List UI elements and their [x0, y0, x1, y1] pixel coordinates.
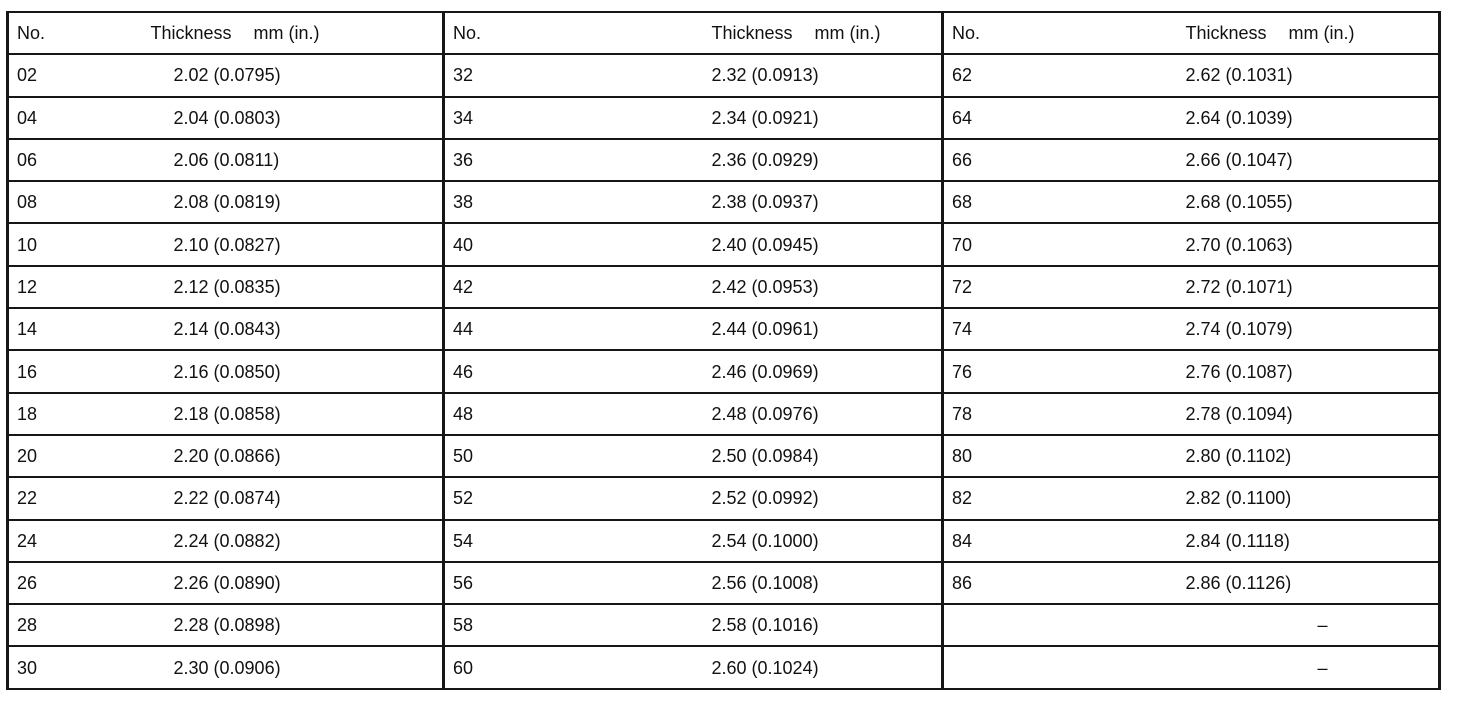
table-row [8, 435, 1440, 477]
cell-no: 82 [943, 477, 1078, 519]
table-row [8, 139, 1440, 181]
cell-no: 54 [444, 520, 594, 562]
cell-no: 24 [8, 520, 132, 562]
header-thickness-2 [594, 12, 943, 54]
cell-no: 52 [444, 477, 594, 519]
cell-no: 28 [8, 604, 132, 646]
cell-thickness: 2.12 (0.0835) [132, 266, 444, 308]
cell-no: 78 [943, 393, 1078, 435]
cell-thickness: 2.24 (0.0882) [132, 520, 444, 562]
table-row [8, 97, 1440, 139]
cell-no: 40 [444, 223, 594, 265]
header-no-2: No. [444, 12, 594, 54]
cell-no: 02 [8, 54, 132, 96]
header-unit-label: mm (in.) [814, 23, 881, 44]
cell-no: 14 [8, 308, 132, 350]
cell-no: 42 [444, 266, 594, 308]
table-row [8, 477, 1440, 519]
cell-thickness: 2.20 (0.0866) [132, 435, 444, 477]
cell-no: 80 [943, 435, 1078, 477]
cell-thickness: 2.64 (0.1039) [1078, 97, 1440, 139]
cell-no: 72 [943, 266, 1078, 308]
cell-thickness: 2.08 (0.0819) [132, 181, 444, 223]
header-thickness-3 [1078, 12, 1440, 54]
cell-no: 16 [8, 350, 132, 392]
table-row [8, 350, 1440, 392]
table-row [8, 308, 1440, 350]
cell-thickness: 2.82 (0.1100) [1078, 477, 1440, 519]
cell-thickness: – [1078, 646, 1440, 688]
table-row [8, 54, 1440, 96]
cell-no: 20 [8, 435, 132, 477]
cell-no: 22 [8, 477, 132, 519]
cell-no: 06 [8, 139, 132, 181]
cell-no: 86 [943, 562, 1078, 604]
cell-no: 64 [943, 97, 1078, 139]
cell-no: 04 [8, 97, 132, 139]
cell-thickness: 2.42 (0.0953) [594, 266, 943, 308]
cell-thickness: 2.60 (0.1024) [594, 646, 943, 688]
table-row [8, 562, 1440, 604]
cell-no: 48 [444, 393, 594, 435]
cell-thickness: 2.52 (0.0992) [594, 477, 943, 519]
cell-no [943, 646, 1078, 688]
cell-no: 74 [943, 308, 1078, 350]
cell-no: 18 [8, 393, 132, 435]
cell-thickness: 2.30 (0.0906) [132, 646, 444, 688]
cell-no: 76 [943, 350, 1078, 392]
cell-thickness: 2.22 (0.0874) [132, 477, 444, 519]
header-thickness-1 [132, 12, 444, 54]
cell-no: 50 [444, 435, 594, 477]
cell-thickness: 2.58 (0.1016) [594, 604, 943, 646]
cell-no: 66 [943, 139, 1078, 181]
cell-thickness: 2.78 (0.1094) [1078, 393, 1440, 435]
cell-thickness: 2.46 (0.0969) [594, 350, 943, 392]
cell-thickness: 2.16 (0.0850) [132, 350, 444, 392]
header-unit-label: mm (in.) [1288, 23, 1355, 44]
cell-no: 46 [444, 350, 594, 392]
cell-no [943, 604, 1078, 646]
cell-no: 60 [444, 646, 594, 688]
cell-thickness: 2.80 (0.1102) [1078, 435, 1440, 477]
cell-no: 68 [943, 181, 1078, 223]
cell-thickness: 2.28 (0.0898) [132, 604, 444, 646]
table-row [8, 604, 1440, 646]
header-no-1: No. [8, 12, 132, 54]
cell-thickness: 2.36 (0.0929) [594, 139, 943, 181]
cell-thickness: 2.66 (0.1047) [1078, 139, 1440, 181]
header-thickness-label: Thickness [711, 23, 793, 44]
cell-thickness: 2.38 (0.0937) [594, 181, 943, 223]
header-thickness-label: Thickness [150, 23, 232, 44]
cell-thickness: 2.48 (0.0976) [594, 393, 943, 435]
cell-thickness: 2.34 (0.0921) [594, 97, 943, 139]
header-thickness-label: Thickness [1185, 23, 1267, 44]
table-row [8, 266, 1440, 308]
header-row [8, 12, 1440, 54]
cell-thickness: 2.14 (0.0843) [132, 308, 444, 350]
cell-no: 70 [943, 223, 1078, 265]
cell-thickness: 2.06 (0.0811) [132, 139, 444, 181]
cell-no: 36 [444, 139, 594, 181]
cell-no: 10 [8, 223, 132, 265]
cell-no: 56 [444, 562, 594, 604]
cell-thickness: – [1078, 604, 1440, 646]
cell-thickness: 2.40 (0.0945) [594, 223, 943, 265]
table-body [8, 54, 1440, 688]
cell-thickness: 2.68 (0.1055) [1078, 181, 1440, 223]
header-unit-label: mm (in.) [253, 23, 320, 44]
cell-thickness: 2.44 (0.0961) [594, 308, 943, 350]
cell-no: 62 [943, 54, 1078, 96]
cell-thickness: 2.62 (0.1031) [1078, 54, 1440, 96]
table-row [8, 646, 1440, 688]
cell-thickness: 2.86 (0.1126) [1078, 562, 1440, 604]
cell-no: 34 [444, 97, 594, 139]
cell-thickness: 2.04 (0.0803) [132, 97, 444, 139]
table-row [8, 393, 1440, 435]
header-no-3: No. [943, 12, 1078, 54]
thickness-table-sheet [6, 11, 1438, 704]
shim-thickness-table [6, 11, 1441, 690]
cell-thickness: 2.70 (0.1063) [1078, 223, 1440, 265]
cell-thickness: 2.32 (0.0913) [594, 54, 943, 96]
cell-no: 26 [8, 562, 132, 604]
cell-thickness: 2.02 (0.0795) [132, 54, 444, 96]
cell-no: 30 [8, 646, 132, 688]
cell-thickness: 2.10 (0.0827) [132, 223, 444, 265]
cell-thickness: 2.76 (0.1087) [1078, 350, 1440, 392]
cell-thickness: 2.84 (0.1118) [1078, 520, 1440, 562]
table-row [8, 181, 1440, 223]
cell-thickness: 2.18 (0.0858) [132, 393, 444, 435]
cell-thickness: 2.50 (0.0984) [594, 435, 943, 477]
cell-no: 58 [444, 604, 594, 646]
cell-no: 08 [8, 181, 132, 223]
cell-no: 32 [444, 54, 594, 96]
table-row [8, 520, 1440, 562]
cell-thickness: 2.54 (0.1000) [594, 520, 943, 562]
table-row [8, 223, 1440, 265]
cell-no: 44 [444, 308, 594, 350]
cell-no: 38 [444, 181, 594, 223]
cell-no: 84 [943, 520, 1078, 562]
cell-thickness: 2.56 (0.1008) [594, 562, 943, 604]
cell-no: 12 [8, 266, 132, 308]
cell-thickness: 2.72 (0.1071) [1078, 266, 1440, 308]
cell-thickness: 2.74 (0.1079) [1078, 308, 1440, 350]
cell-thickness: 2.26 (0.0890) [132, 562, 444, 604]
